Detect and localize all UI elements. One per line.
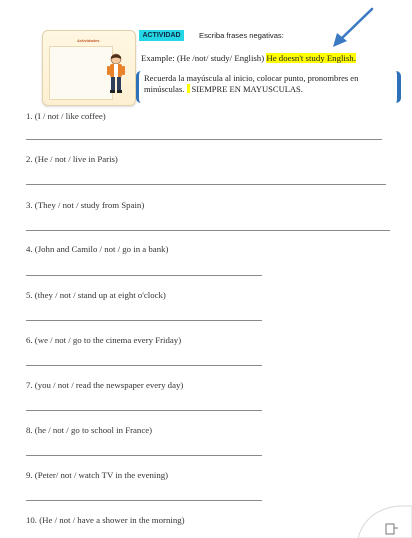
exercise-4-answer-line[interactable] xyxy=(26,275,262,276)
note-line-1: Recuerda la mayúscula al inicio, colocar punto, pronombres en xyxy=(144,73,359,83)
exercise-8-answer-line[interactable] xyxy=(26,455,262,456)
exercise-1-answer-line[interactable] xyxy=(26,139,382,140)
teacher-figure-icon xyxy=(105,53,127,95)
exercise-10-label: 10. (He / not / have a shower in the morning) xyxy=(26,515,185,525)
exercise-5-label: 5. (they / not / stand up at eight o'clock) xyxy=(26,290,166,300)
exercise-1-label: 1. (I / not / like coffee) xyxy=(26,111,106,121)
exercise-7-label: 7. (you / not / read the newspaper every day) xyxy=(26,380,184,390)
exercise-9-label: 9. (Peter/ not / watch TV in the evening) xyxy=(26,470,169,480)
exercise-6-label: 6. (we / not / go to the cinema every Friday) xyxy=(26,335,182,345)
note-line-2 xyxy=(144,84,397,95)
badge-label: Actividades xyxy=(77,38,100,43)
example-prefix: Example: (He /not/ study/ English) xyxy=(141,53,265,63)
highlight-marker xyxy=(187,84,190,93)
activity-tag: ACTIVIDAD xyxy=(139,30,184,41)
exercise-4-label: 4. (John and Camilo / not / go in a bank) xyxy=(26,244,169,254)
exercise-7-answer-line[interactable] xyxy=(26,410,262,411)
note-line-2-text: minúsculas. xyxy=(144,84,185,94)
exercise-3-label: 3. (They / not / study from Spain) xyxy=(26,200,145,210)
activity-badge-image xyxy=(42,30,136,106)
exercise-9-answer-line[interactable] xyxy=(26,500,262,501)
exercise-5-answer-line[interactable] xyxy=(26,320,262,321)
exercise-3-answer-line[interactable] xyxy=(26,230,390,231)
note-emphasis: SIEMPRE EN MAYUSCULAS. xyxy=(191,84,303,94)
instruction-text: Escriba frases negativas: xyxy=(199,31,284,40)
arrow-pointer-icon xyxy=(328,6,376,50)
example-answer: He doesn't study English. xyxy=(266,53,356,63)
page-corner-icon xyxy=(356,498,412,538)
exercise-2-answer-line[interactable] xyxy=(26,184,386,185)
reminder-note xyxy=(136,71,401,103)
exercise-8-label: 8. (he / not / go to school in France) xyxy=(26,425,153,435)
exercise-6-answer-line[interactable] xyxy=(26,365,262,366)
example-line xyxy=(141,53,356,63)
badge-panel xyxy=(49,46,113,100)
exercise-2-label: 2. (He / not / live in Paris) xyxy=(26,154,118,164)
